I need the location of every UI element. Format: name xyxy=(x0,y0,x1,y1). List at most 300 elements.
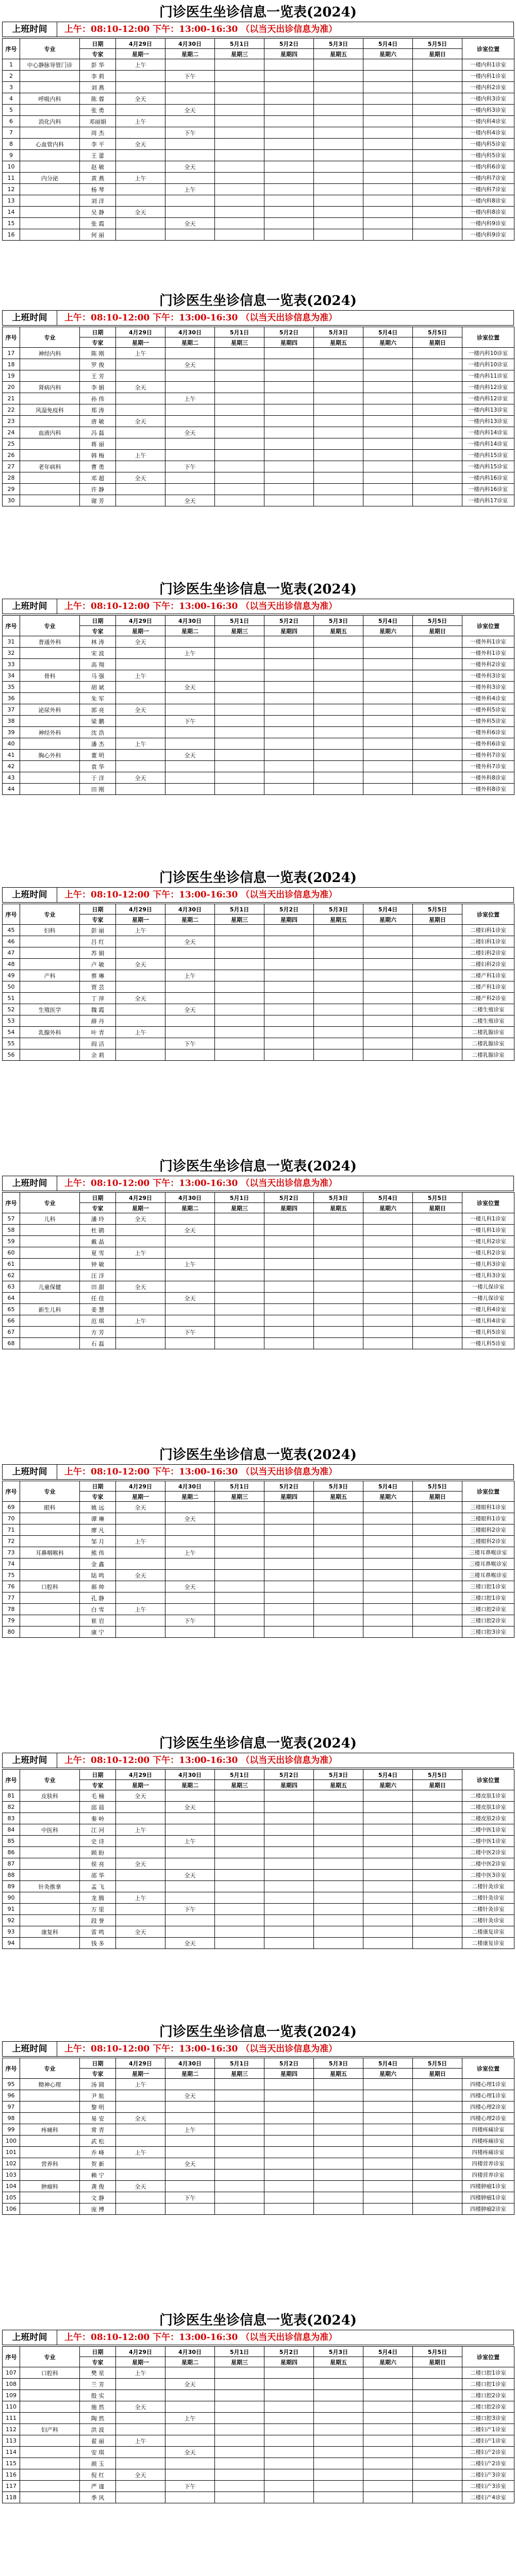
shift-cell-3 xyxy=(264,359,314,370)
department xyxy=(20,2492,80,2503)
schedule-row xyxy=(3,1847,514,1858)
doctor-name[interactable]: 朱 军 xyxy=(80,693,116,704)
shift-cell-2 xyxy=(215,1926,264,1938)
shift-cell-0 xyxy=(116,218,165,229)
shift-cell-5 xyxy=(363,925,413,936)
doctor-name[interactable]: 金 鑫 xyxy=(80,1558,116,1570)
department xyxy=(20,495,80,506)
shift-cell-0 xyxy=(116,659,165,670)
header-date-0: 4月29日 xyxy=(116,2347,165,2357)
shift-cell-0 xyxy=(116,947,165,959)
doctor-name[interactable]: 崔 岩 xyxy=(80,1615,116,1626)
doctor-name[interactable]: 王 蕾 xyxy=(80,150,116,161)
doctor-name[interactable]: 刘 燕 xyxy=(80,82,116,93)
department xyxy=(20,2147,80,2158)
doctor-name[interactable]: 许 静 xyxy=(80,484,116,495)
schedule-row xyxy=(3,2102,514,2113)
shift-cell-5 xyxy=(363,959,413,970)
shift-cell-1 xyxy=(165,1213,215,1225)
doctor-name[interactable]: 殷 实 xyxy=(80,2390,116,2401)
shift-cell-0 xyxy=(116,1049,165,1061)
shift-cell-6 xyxy=(413,1824,462,1836)
shift-cell-6 xyxy=(413,1870,462,1881)
schedule-row xyxy=(3,150,514,161)
doctor-name[interactable]: 乔 峰 xyxy=(80,2147,116,2158)
doctor-name[interactable]: 翟 丽 xyxy=(80,2435,116,2447)
header-doc: 专家 xyxy=(80,49,116,59)
shift-cell-4 xyxy=(314,2147,363,2158)
room-location: 一楼内科11诊室 xyxy=(462,370,514,382)
shift-cell-3 xyxy=(264,1824,314,1836)
department xyxy=(20,82,80,93)
doctor-name[interactable]: 董 明 xyxy=(80,750,116,761)
shift-cell-2 xyxy=(215,2102,264,2113)
shift-cell-6 xyxy=(413,348,462,359)
doctor-name[interactable]: 周 杰 xyxy=(80,127,116,139)
header-weekday-0: 星期一 xyxy=(116,1780,165,1790)
doctor-name[interactable]: 蔡 琳 xyxy=(80,970,116,981)
shift-cell-5 xyxy=(363,2379,413,2390)
shift-cell-2 xyxy=(215,116,264,127)
shift-cell-4 xyxy=(314,981,363,993)
schedule-row xyxy=(3,116,514,127)
room-location: 一楼内科10诊室 xyxy=(462,359,514,370)
doctor-name[interactable]: 易 安 xyxy=(80,2113,116,2124)
shift-cell-4 xyxy=(314,150,363,161)
header-weekday-1: 星期二 xyxy=(165,914,215,925)
doctor-name[interactable]: 姚 远 xyxy=(80,1502,116,1513)
room-location: 二楼皮肤1诊室 xyxy=(462,1790,514,1802)
header-weekday-3: 星期四 xyxy=(264,49,314,59)
schedule-row xyxy=(3,218,514,229)
doctor-name[interactable]: 武 松 xyxy=(80,2136,116,2147)
doctor-name[interactable]: 彭 华 xyxy=(80,59,116,71)
department xyxy=(20,784,80,795)
shift-cell-0: 全天 xyxy=(116,636,165,648)
doctor-name[interactable]: 唐 敏 xyxy=(80,416,116,427)
shift-cell-1: 全天 xyxy=(165,105,215,116)
shift-cell-5 xyxy=(363,195,413,207)
doctor-name[interactable]: 王 芳 xyxy=(80,370,116,382)
department xyxy=(20,472,80,484)
shift-cell-0 xyxy=(116,2447,165,2458)
shift-cell-1 xyxy=(165,416,215,427)
shift-cell-2 xyxy=(215,993,264,1004)
doctor-name[interactable]: 侯 亮 xyxy=(80,1858,116,1870)
doctor-name[interactable]: 邓 超 xyxy=(80,472,116,484)
shift-cell-3 xyxy=(264,1304,314,1315)
row-number: 70 xyxy=(3,1513,20,1524)
doctor-name[interactable]: 钱 多 xyxy=(80,1938,116,1949)
shift-cell-0 xyxy=(116,1015,165,1027)
doctor-name[interactable]: 严 谨 xyxy=(80,2481,116,2492)
shift-cell-0 xyxy=(116,1225,165,1236)
shift-cell-6 xyxy=(413,750,462,761)
doctor-name[interactable]: 姜 慧 xyxy=(80,1304,116,1315)
doctor-name[interactable]: 兰 芳 xyxy=(80,2379,116,2390)
doctor-name[interactable]: 高 翔 xyxy=(80,659,116,670)
shift-cell-4 xyxy=(314,727,363,738)
shift-cell-6 xyxy=(413,59,462,71)
doctor-name[interactable]: 袁 华 xyxy=(80,761,116,772)
header-weekday-2: 星期三 xyxy=(215,2069,264,2079)
department xyxy=(20,1870,80,1881)
shift-cell-5 xyxy=(363,150,413,161)
doctor-name[interactable]: 任 佳 xyxy=(80,1293,116,1304)
room-location: 一楼外科5诊室 xyxy=(462,704,514,716)
shift-cell-5 xyxy=(363,1327,413,1338)
doctor-name[interactable]: 陆 鸣 xyxy=(80,1570,116,1581)
row-number: 69 xyxy=(3,1502,20,1513)
hours-label: 上班时间 xyxy=(3,1176,57,1191)
doctor-name[interactable]: 谭 琳 xyxy=(80,1513,116,1524)
department: 中医科 xyxy=(20,1824,80,1836)
shift-cell-4 xyxy=(314,139,363,150)
doctor-name[interactable]: 宋 波 xyxy=(80,648,116,659)
shift-cell-4 xyxy=(314,1038,363,1049)
shift-cell-2 xyxy=(215,1524,264,1536)
header-dept: 专业 xyxy=(20,327,80,348)
department xyxy=(20,1247,80,1259)
shift-cell-6 xyxy=(413,184,462,195)
shift-cell-1: 下午 xyxy=(165,716,215,727)
doctor-name[interactable]: 杜 鹃 xyxy=(80,1225,116,1236)
doctor-name[interactable]: 邱 晨 xyxy=(80,1802,116,1813)
doctor-name[interactable]: 龚 俊 xyxy=(80,2181,116,2192)
doctor-name[interactable]: 毛 楠 xyxy=(80,1790,116,1802)
doctor-name[interactable]: 薛 丹 xyxy=(80,1015,116,1027)
doctor-name[interactable]: 陶 然 xyxy=(80,2413,116,2424)
doctor-name[interactable]: 吴 静 xyxy=(80,207,116,218)
doctor-name[interactable]: 贾 芸 xyxy=(80,981,116,993)
shift-cell-3 xyxy=(264,116,314,127)
department xyxy=(20,2136,80,2147)
room-location: 二楼口腔2诊室 xyxy=(462,2401,514,2413)
shift-cell-1: 上午 xyxy=(165,1259,215,1270)
doctor-name[interactable]: 陈 蓉 xyxy=(80,93,116,105)
doctor-name[interactable]: 魏 霞 xyxy=(80,1004,116,1015)
shift-cell-6 xyxy=(413,2435,462,2447)
room-location: 二楼乳腺诊室 xyxy=(462,1049,514,1061)
row-number: 85 xyxy=(3,1836,20,1847)
doctor-name[interactable]: 赖 宁 xyxy=(80,2170,116,2181)
shift-cell-5 xyxy=(363,2181,413,2192)
shift-cell-4 xyxy=(314,229,363,241)
doctor-name[interactable]: 何 丽 xyxy=(80,229,116,241)
doctor-name[interactable]: 胡 斌 xyxy=(80,682,116,693)
doctor-name[interactable]: 田 甜 xyxy=(80,1281,116,1293)
doctor-name[interactable]: 曹 勇 xyxy=(80,461,116,472)
doctor-name[interactable]: 洪 波 xyxy=(80,2424,116,2435)
shift-cell-1: 全天 xyxy=(165,218,215,229)
header-date-1: 4月30日 xyxy=(165,39,215,49)
row-number: 93 xyxy=(3,1926,20,1938)
doctor-name[interactable]: 孟 飞 xyxy=(80,1881,116,1892)
schedule-row xyxy=(3,416,514,427)
header-date-3: 5月2日 xyxy=(264,616,314,626)
room-location: 三楼耳鼻喉诊室 xyxy=(462,1547,514,1558)
hours-text: 上午：08:10-12:00 下午：13:00-16:30 （以当天出诊信息为准） xyxy=(64,890,338,900)
shift-cell-1 xyxy=(165,93,215,105)
shift-cell-1 xyxy=(165,727,215,738)
department: 肾病内科 xyxy=(20,382,80,393)
shift-cell-0 xyxy=(116,693,165,704)
room-location: 一楼内科1诊室 xyxy=(462,59,514,71)
schedule-row xyxy=(3,693,514,704)
doctor-name[interactable]: 郭 亮 xyxy=(80,704,116,716)
header-doc: 专家 xyxy=(80,1492,116,1502)
doctor-name[interactable]: 顾 盼 xyxy=(80,1847,116,1858)
shift-cell-2 xyxy=(215,2458,264,2469)
header-seq: 序号 xyxy=(3,616,20,636)
doctor-name[interactable]: 吕 红 xyxy=(80,936,116,947)
department xyxy=(20,1049,80,1061)
shift-cell-1: 全天 xyxy=(165,1293,215,1304)
shift-cell-4 xyxy=(314,2401,363,2413)
room-location: 一楼内科5诊室 xyxy=(462,139,514,150)
doctor-name[interactable]: 丁 萍 xyxy=(80,993,116,1004)
room-location: 一楼内科7诊室 xyxy=(462,173,514,184)
shift-cell-5 xyxy=(363,670,413,682)
hours-label: 上班时间 xyxy=(3,2042,57,2056)
row-number: 29 xyxy=(3,484,20,495)
doctor-name[interactable]: 赵 敏 xyxy=(80,161,116,173)
doctor-name[interactable]: 戴 晶 xyxy=(80,1236,116,1247)
doctor-name[interactable]: 田 刚 xyxy=(80,784,116,795)
doctor-name[interactable]: 白 雪 xyxy=(80,1604,116,1615)
shift-cell-5 xyxy=(363,218,413,229)
header-weekday-3: 星期四 xyxy=(264,1780,314,1790)
doctor-name[interactable]: 方 芳 xyxy=(80,1327,116,1338)
doctor-name[interactable]: 贺 新 xyxy=(80,2158,116,2170)
row-number: 61 xyxy=(3,1259,20,1270)
shift-cell-1 xyxy=(165,348,215,359)
doctor-name[interactable]: 于 洋 xyxy=(80,772,116,784)
shift-cell-1 xyxy=(165,173,215,184)
room-location: 二楼中医1诊室 xyxy=(462,1836,514,1847)
shift-cell-2 xyxy=(215,636,264,648)
department xyxy=(20,71,80,82)
room-location: 四楼心理2诊室 xyxy=(462,2102,514,2113)
shift-cell-6 xyxy=(413,925,462,936)
doctor-name[interactable]: 张 霞 xyxy=(80,218,116,229)
doctor-name[interactable]: 蒋 丽 xyxy=(80,438,116,450)
doctor-name[interactable]: 阎 洁 xyxy=(80,1038,116,1049)
header-date-label: 日期 xyxy=(80,327,116,337)
department xyxy=(20,1802,80,1813)
doctor-name[interactable]: 韩 梅 xyxy=(80,450,116,461)
doctor-name[interactable]: 马 强 xyxy=(80,670,116,682)
shift-cell-5 xyxy=(363,370,413,382)
shift-cell-2 xyxy=(215,427,264,438)
row-number: 50 xyxy=(3,981,20,993)
doctor-name[interactable]: 颜 玉 xyxy=(80,2458,116,2469)
shift-cell-5 xyxy=(363,2136,413,2147)
shift-cell-1: 全天 xyxy=(165,359,215,370)
doctor-name[interactable]: 常 青 xyxy=(80,2124,116,2136)
doctor-name[interactable]: 梁 鹏 xyxy=(80,716,116,727)
header-date-0: 4月29日 xyxy=(116,2058,165,2069)
schedule-row xyxy=(3,472,514,484)
room-location: 一楼内科3诊室 xyxy=(462,93,514,105)
doctor-name[interactable]: 樊 星 xyxy=(80,2367,116,2379)
doctor-name[interactable]: 冯 磊 xyxy=(80,427,116,438)
shift-cell-0: 全天 xyxy=(116,416,165,427)
schedule-row xyxy=(3,450,514,461)
hours-text: 上午：08:10-12:00 下午：13:00-16:30 （以当天出诊信息为准） xyxy=(64,1755,338,1766)
doctor-name[interactable]: 安 琪 xyxy=(80,2447,116,2458)
doctor-name[interactable]: 江 河 xyxy=(80,1824,116,1836)
header-date-1: 4月30日 xyxy=(165,327,215,337)
shift-cell-0: 上午 xyxy=(116,925,165,936)
doctor-name[interactable]: 龙 腾 xyxy=(80,1892,116,1904)
shift-cell-5 xyxy=(363,2102,413,2113)
header-date-1: 4月30日 xyxy=(165,616,215,626)
shift-cell-5 xyxy=(363,1524,413,1536)
department xyxy=(20,772,80,784)
shift-cell-3 xyxy=(264,2367,314,2379)
doctor-name[interactable]: 段 誉 xyxy=(80,1915,116,1926)
schedule-row xyxy=(3,1049,514,1061)
doctor-name[interactable]: 杨 琴 xyxy=(80,184,116,195)
shift-cell-2 xyxy=(215,1790,264,1802)
shift-cell-3 xyxy=(264,2481,314,2492)
row-number: 43 xyxy=(3,772,20,784)
doctor-name[interactable]: 谢 芳 xyxy=(80,495,116,506)
doctor-name[interactable]: 沈 浩 xyxy=(80,727,116,738)
doctor-name[interactable]: 叶 青 xyxy=(80,1027,116,1038)
doctor-name[interactable]: 余 莉 xyxy=(80,1049,116,1061)
department: 康复科 xyxy=(20,1926,80,1938)
doctor-name[interactable]: 林 涛 xyxy=(80,636,116,648)
doctor-name[interactable]: 石 磊 xyxy=(80,1338,116,1349)
doctor-name[interactable]: 文 静 xyxy=(80,2192,116,2204)
shift-cell-1: 全天 xyxy=(165,427,215,438)
shift-cell-5 xyxy=(363,495,413,506)
shift-cell-3 xyxy=(264,472,314,484)
shift-cell-3 xyxy=(264,2102,314,2113)
doctor-name[interactable]: 邓丽娟 xyxy=(80,116,116,127)
doctor-name[interactable]: 邹 月 xyxy=(80,1536,116,1547)
section-title: 门诊医生坐诊信息一览表(2024) xyxy=(159,5,357,20)
shift-cell-3 xyxy=(264,2435,314,2447)
doctor-name[interactable]: 秦 岭 xyxy=(80,1813,116,1824)
department xyxy=(20,1513,80,1524)
shift-cell-1 xyxy=(165,761,215,772)
shift-cell-1 xyxy=(165,1790,215,1802)
doctor-name[interactable]: 邵 华 xyxy=(80,1870,116,1881)
shift-cell-6 xyxy=(413,416,462,427)
shift-cell-1: 全天 xyxy=(165,1802,215,1813)
shift-cell-3 xyxy=(264,139,314,150)
shift-cell-6 xyxy=(413,1004,462,1015)
doctor-name[interactable]: 罗 俊 xyxy=(80,359,116,370)
shift-cell-3 xyxy=(264,993,314,1004)
shift-cell-5 xyxy=(363,761,413,772)
doctor-name[interactable]: 潘 杰 xyxy=(80,738,116,750)
header-date-0: 4月29日 xyxy=(116,1770,165,1780)
doctor-name[interactable]: 汤 圆 xyxy=(80,2079,116,2090)
doctor-name[interactable]: 康 宁 xyxy=(80,1626,116,1638)
doctor-name[interactable]: 夏 雪 xyxy=(80,1247,116,1259)
doctor-name[interactable]: 郑 涛 xyxy=(80,404,116,416)
shift-cell-6 xyxy=(413,936,462,947)
doctor-name[interactable]: 李 莉 xyxy=(80,71,116,82)
department xyxy=(20,1847,80,1858)
shift-cell-4 xyxy=(314,2079,363,2090)
doctor-name[interactable]: 刘 洋 xyxy=(80,195,116,207)
shift-cell-3 xyxy=(264,1881,314,1892)
doctor-name[interactable]: 尹 航 xyxy=(80,2090,116,2102)
doctor-name[interactable]: 孙 伟 xyxy=(80,393,116,404)
shift-cell-0 xyxy=(116,1524,165,1536)
doctor-name[interactable]: 张 勇 xyxy=(80,105,116,116)
shift-cell-2 xyxy=(215,727,264,738)
header-date-label: 日期 xyxy=(80,904,116,914)
doctor-name[interactable]: 万 里 xyxy=(80,1904,116,1915)
schedule-row xyxy=(3,2481,514,2492)
doctor-name[interactable]: 雷 鸣 xyxy=(80,1926,116,1938)
shift-cell-4 xyxy=(314,450,363,461)
room-location: 二楼皮肤1诊室 xyxy=(462,1802,514,1813)
shift-cell-3 xyxy=(264,82,314,93)
doctor-name[interactable]: 汪 洋 xyxy=(80,1270,116,1281)
row-number: 39 xyxy=(3,727,20,738)
doctor-name[interactable]: 庞 博 xyxy=(80,2204,116,2215)
doctor-name[interactable]: 季 风 xyxy=(80,2492,116,2503)
room-location: 一楼儿科1诊室 xyxy=(462,1225,514,1236)
shift-cell-5 xyxy=(363,438,413,450)
room-location: 二楼康复诊室 xyxy=(462,1926,514,1938)
doctor-name[interactable]: 彭 丽 xyxy=(80,925,116,936)
doctor-name[interactable]: 李 娟 xyxy=(80,382,116,393)
doctor-name[interactable]: 熊 伟 xyxy=(80,1547,116,1558)
doctor-name[interactable]: 史 诗 xyxy=(80,1836,116,1847)
shift-cell-5 xyxy=(363,1049,413,1061)
shift-cell-0: 全天 xyxy=(116,1281,165,1293)
doctor-name[interactable]: 孔 静 xyxy=(80,1592,116,1604)
shift-cell-4 xyxy=(314,161,363,173)
doctor-name[interactable]: 郝 帅 xyxy=(80,1581,116,1592)
shift-cell-3 xyxy=(264,925,314,936)
department xyxy=(20,1293,80,1304)
shift-cell-5 xyxy=(363,2090,413,2102)
header-date-5: 5月4日 xyxy=(363,327,413,337)
doctor-name[interactable]: 范 琪 xyxy=(80,1315,116,1327)
doctor-name[interactable]: 卢 敏 xyxy=(80,959,116,970)
header-date-1: 4月30日 xyxy=(165,1193,215,1203)
doctor-name[interactable]: 苏 娟 xyxy=(80,947,116,959)
header-date-label: 日期 xyxy=(80,2347,116,2357)
shift-cell-5 xyxy=(363,1281,413,1293)
shift-cell-4 xyxy=(314,2424,363,2435)
row-number: 2 xyxy=(3,71,20,82)
department xyxy=(20,1524,80,1536)
doctor-name[interactable]: 陈 刚 xyxy=(80,348,116,359)
doctor-name[interactable]: 李 平 xyxy=(80,139,116,150)
doctor-name[interactable]: 钟 敏 xyxy=(80,1259,116,1270)
doctor-name[interactable]: 廖 凡 xyxy=(80,1524,116,1536)
doctor-name[interactable]: 黎 明 xyxy=(80,2102,116,2113)
doctor-name[interactable]: 施 然 xyxy=(80,2401,116,2413)
schedule-row xyxy=(3,71,514,82)
shift-cell-5 xyxy=(363,1904,413,1915)
doctor-name[interactable]: 潘 玲 xyxy=(80,1213,116,1225)
doctor-name[interactable]: 倪 红 xyxy=(80,2469,116,2481)
doctor-name[interactable]: 黄 燕 xyxy=(80,173,116,184)
row-number: 21 xyxy=(3,393,20,404)
shift-cell-2 xyxy=(215,450,264,461)
